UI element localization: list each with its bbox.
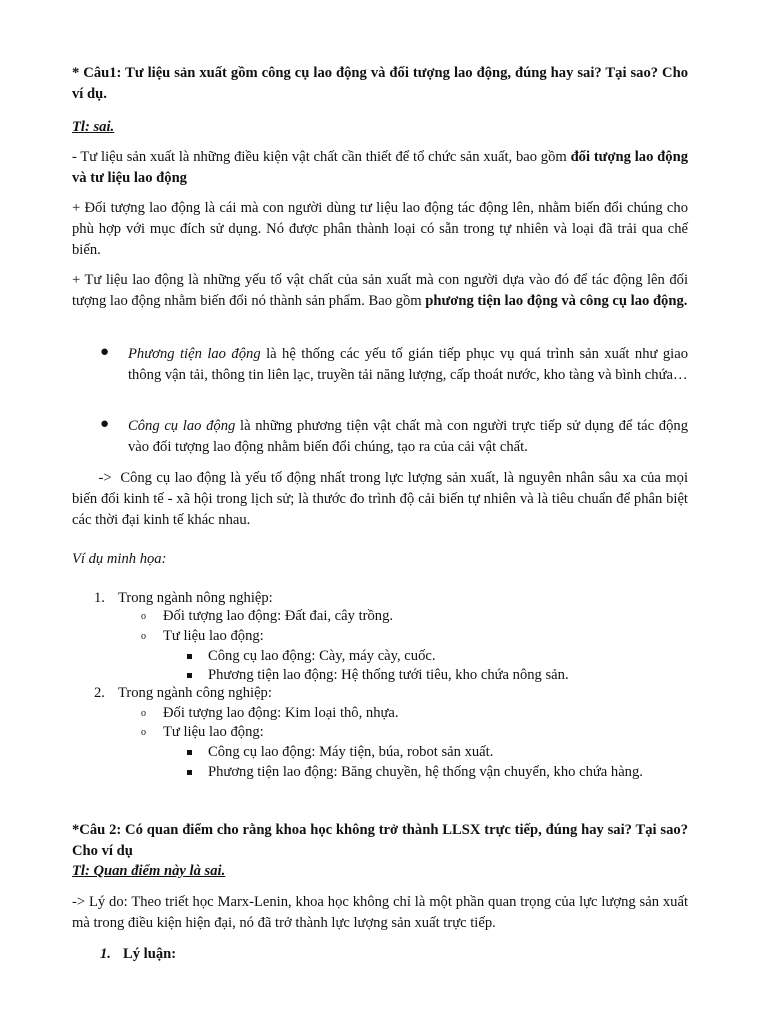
bullet-icon: ● [100, 344, 110, 360]
square-bullet-icon [187, 750, 192, 755]
circle-bullet-icon: o [141, 631, 146, 642]
sub-item-tu-lieu: Tư liệu lao động: [163, 628, 264, 644]
paragraph-tu-lieu-san-xuat: - Tư liệu sản xuất là những điều kiện vật chất cần thiết để tổ chức sản xuất, bao gồm đối tượng lao động và tư liệu lao động [72, 149, 689, 186]
list-item-nong-nghiep: Trong ngành nông nghiệp: [118, 590, 273, 606]
sub-item-doi-tuong: Đối tượng lao động: Đất đai, cây trồng. [163, 608, 394, 624]
heading-ly-luan: Lý luận: [123, 946, 177, 962]
square-bullet-icon [187, 770, 192, 775]
circle-bullet-icon: o [141, 708, 146, 719]
list-number: 2. [94, 685, 105, 701]
question-1-title: * Câu1: Tư liệu sản xuất gồm công cụ lao động và đối tượng lao động, đúng hay sai? Tại sao? Cho ví dụ. [72, 65, 688, 102]
circle-bullet-icon: o [141, 611, 146, 622]
bullet-phuong-tien-lao-dong: Phương tiện lao động là hệ thống các yếu tố gián tiếp phục vụ quá trình sản xuất như giao thông vận tải, thông tin liên lạc, truyền tải năng lượng, cấp thoát nước, kho tàng và bình chứa… [128, 346, 689, 383]
circle-bullet-icon: o [141, 727, 146, 738]
example-heading: Ví dụ minh họa: [72, 551, 167, 567]
paragraph-tu-lieu-lao-dong: + Tư liệu lao động là những yếu tố vật chất của sản xuất mà con người dựa vào đó để tác động lên đối tượng lao động nhằm biến đổi nó thành sản phẩm. Bao gồm phương tiện lao động và công cụ lao động. [72, 272, 688, 309]
sub-item-tu-lieu: Tư liệu lao động: [163, 724, 264, 740]
question-1-answer: Tl: sai. [72, 119, 115, 135]
list-item-cong-nghiep: Trong ngành công nghiệp: [118, 685, 272, 701]
paragraph-doi-tuong-lao-dong: + Đối tượng lao động là cái mà con người dùng tư liệu lao động tác động lên, nhằm biến đổi chúng cho phù hợp với mục đích sử dụng. Nó được phân thành loại có sẵn trong tự nhiên và loại đã trải qua chế biến. [72, 200, 688, 258]
paragraph-conclusion: -> Công cụ lao động là yếu tố động nhất trong lực lượng sản xuất, là nguyên nhân sâu xa của mọi biến đổi kinh tế - xã hội trong lịch sử; là thước đo trình độ cải biến tự nhiên và là tiêu chuẩn để phân biệt các thời đại kinh tế khác nhau. [72, 470, 692, 528]
question-2-title: *Câu 2: Có quan điểm cho rằng khoa học không trở thành LLSX trực tiếp, đúng hay sai? Tại sao? Cho ví dụ [72, 822, 688, 859]
square-bullet-icon [187, 654, 192, 659]
sub-sub-item-phuong-tien: Phương tiện lao động: Hệ thống tưới tiêu, kho chứa nông sản. [208, 667, 569, 683]
bullet-icon: ● [100, 416, 110, 432]
list-number: 1. [94, 590, 105, 606]
sub-sub-item-cong-cu: Công cụ lao động: Máy tiện, búa, robot sản xuất. [208, 744, 494, 760]
question-2-answer: Tl: Quan điểm này là sai. [72, 863, 226, 879]
paragraph-ly-do: -> Lý do: Theo triết học Marx-Lenin, khoa học không chỉ là một phần quan trọng của lực lượng sản xuất mà trong điều kiện hiện đại, nó đã trở thành lực lượng sản xuất trực tiếp. [72, 894, 688, 931]
sub-sub-item-phuong-tien: Phương tiện lao động: Băng chuyền, hệ thống vận chuyển, kho chứa hàng. [208, 764, 643, 780]
bullet-cong-cu-lao-dong: Công cụ lao động là những phương tiện vật chất mà con người trực tiếp sử dụng để tác động vào đối tượng lao động nhằm biến đổi chúng, tạo ra của cải vật chất. [128, 418, 688, 455]
sub-sub-item-cong-cu: Công cụ lao động: Cày, máy cày, cuốc. [208, 648, 436, 664]
sub-item-doi-tuong: Đối tượng lao động: Kim loại thô, nhựa. [163, 705, 399, 721]
square-bullet-icon [187, 673, 192, 678]
list-number: 1. [100, 946, 111, 962]
